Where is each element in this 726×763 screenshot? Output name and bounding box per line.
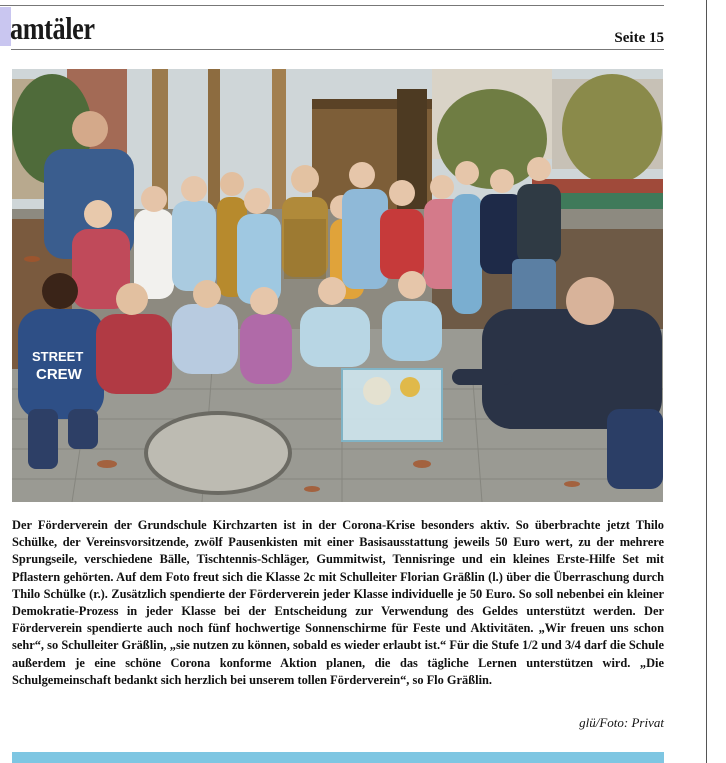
article-photo xyxy=(12,69,663,502)
newspaper-masthead: amtäler xyxy=(10,10,95,46)
header-rule-top xyxy=(0,5,664,6)
photo-credit: glü/Foto: Privat xyxy=(579,715,664,730)
group-photo-illustration xyxy=(12,69,663,502)
footer-color-bar xyxy=(12,752,664,763)
page-edge xyxy=(0,0,6,763)
sweater-print-line2: CREW xyxy=(36,366,82,383)
article-caption: Der Förderverein der Grundschule Kirchzarten ist in der Corona-Krise besonders aktiv. So überbrachte jetzt Thilo Schülke, der Vereinsvorsitzende, zwölf Pausenkisten mit einer Basisausstattung jeweils 50 Euro wert, zu der mehrere Sprungseile, verschiedene Bälle, Tischtennis-Schläger, Gummitwist, Tennisringe und ein kleines Erste-Hilfe Set mit Pflastern gehörten. Auf dem Foto freut sich die Klasse 2c mit Schulleiter Florian Gräßlin (l.) über die Überraschung durch Thilo Schülke (r.). Zusätzlich spendierte der Förderverein jeder Klasse individuelle je 50 Euro. So soll nebenbei ein kleiner Demokratie-Prozess in jeder Klasse bei der Entscheidung zur Verwendung des Geldes unterstützt werden. Der Förderverein spendierte auch noch fünf hochwertige Sonnenschirme für Feste und Aktivitäten. „Wir freuen uns schon sehr“, so Schulleiter Gräßlin, „sie nutzen zu können, sobald es wieder erlaubt ist.“ Für die Stufe 1/2 und 3/4 darf die Schule außerdem je eine schöne Corona konforme Aktion planen, die das tägliche Lernen unterstützen wird. „Die Schulgemeinschaft bedankt sich herzlich bei unserem tollen Förderverein“, so Flo Gräßlin. xyxy=(12,518,664,687)
sweater-print-line1: STREET xyxy=(32,349,84,364)
column-rule xyxy=(706,0,707,763)
page-number: Seite 15 xyxy=(614,30,664,46)
header-rule-bottom xyxy=(11,49,664,50)
